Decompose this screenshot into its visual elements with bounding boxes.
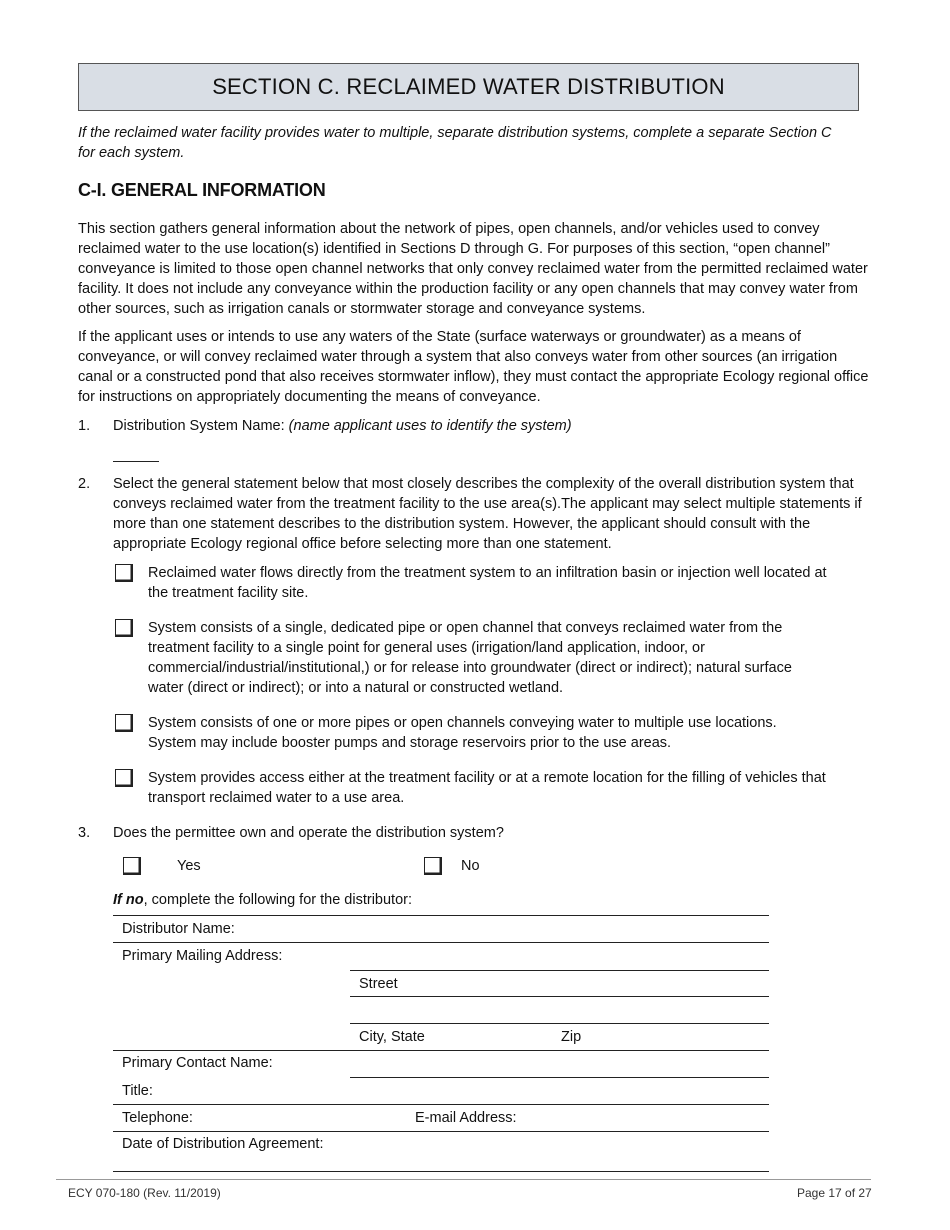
yes-checkbox[interactable] [123,857,141,875]
street-field-rule [350,970,769,971]
if-no-emphasis: If no [113,892,144,908]
paragraph-conveyance: If the applicant uses or intends to use any waters of the State (surface waterways or groundwater) as a means of conveyance, or will convey reclaimed water through a system that also conveys water from other sources (an irrigation canal or a constructed pond that also receives stormwater inflow), they must contact the appropriate Ecology regional office for instructions on appropriately documenting the means of conveyance. [78,329,869,405]
city-state-zip-field[interactable] [350,998,769,1023]
yes-label: Yes [177,858,201,874]
city-field-rule [350,1023,769,1024]
row-rule [113,1131,769,1132]
zip-label: Zip [561,1029,582,1045]
distributor-name-label: Distributor Name: [122,921,235,937]
distributor-name-field[interactable] [350,916,769,942]
street-field[interactable] [350,944,769,970]
no-checkbox[interactable] [424,857,442,875]
table-bottom-rule [113,1171,769,1172]
row-rule [350,996,769,997]
agreement-date-field[interactable] [350,1133,769,1171]
section-title: SECTION C. RECLAIMED WATER DISTRIBUTION [212,74,725,99]
section-intro: If the reclaimed water facility provides water to multiple, separate distribution systems, complete a separate Section C for each system. [78,125,832,161]
primary-contact-label: Primary Contact Name: [122,1055,273,1071]
no-label: No [461,858,480,874]
email-label: E-mail Address: [415,1110,517,1126]
footer-form-id: ECY 070-180 (Rev. 11/2019) [68,1186,221,1200]
footer-divider [56,1179,871,1180]
option-3-checkbox[interactable] [115,714,133,732]
contact-field-rule [350,1077,769,1078]
paragraph-general-info: This section gathers general information about the network of pipes, open channels, and/or vehicles used to convey reclaimed water to the use location(s) identified in Sections D through G. For purposes of this section, “open channel” conveyance is limited to those open channel networks that only convey reclaimed water from the permitted reclaimed water facility. It does not include any conveyance within the production facility or any open channels that may convey water from other sources, such as irrigation canals or stormwater storage and conveyance systems. [78,221,868,317]
q2-question: Select the general statement below that most closely describes the complexity of the overall distribution system that conveys reclaimed water from the treatment facility to the use area(s).The applicant may select multiple statements if more than one statement describes to the distribution system. However, the applicant should consult with the appropriate Ecology regional office before selecting more than one statement. [113,476,862,552]
subsection-title: C-I. GENERAL INFORMATION [78,180,326,200]
q3-question: Does the permittee own and operate the distribution system? [113,825,504,841]
if-no-instruction [113,890,412,910]
option-2-label: System consists of a single, dedicated pipe or open channel that conveys reclaimed water from the treatment facility to a single point for general uses (irrigation/land application, indoor, or commercial/industrial/institutional,) or for release into groundwater (direct or indirect); natural surface water (direct or indirect); or into a natural or constructed wetland. [148,620,792,696]
primary-contact-field[interactable] [350,1051,769,1077]
q1-question [113,416,863,436]
q1-label: Distribution System Name: [113,418,289,434]
row-rule [113,942,769,943]
title-label: Title: [122,1083,153,1099]
telephone-label: Telephone: [122,1110,193,1126]
option-2-checkbox[interactable] [115,619,133,637]
email-field[interactable] [525,1106,769,1131]
option-1-label: Reclaimed water flows directly from the treatment system to an infiltration basin or injection well located at the treatment facility site. [148,565,827,601]
mailing-address-label: Primary Mailing Address: [122,948,283,964]
q1-number: 1. [78,418,91,434]
option-3-label: System consists of one or more pipes or open channels conveying water to multiple use locations. System may include booster pumps and storage reservoirs prior to the use areas. [148,715,777,751]
if-no-rest: , complete the following for the distributor: [143,892,412,908]
city-state-label: City, State [359,1029,425,1045]
q1-hint: (name applicant uses to identify the system) [288,418,572,434]
distribution-system-name-field[interactable] [113,461,159,462]
option-4-label: System provides access either at the treatment facility or at a remote location for the filling of vehicles that transport reclaimed water to a use area. [148,770,826,806]
street-label: Street [359,976,398,992]
telephone-field[interactable] [205,1106,405,1131]
footer-page-number: Page 17 of 27 [797,1186,872,1200]
title-field[interactable] [350,1079,769,1104]
row-rule [113,1104,769,1105]
section-title-banner [78,63,859,111]
q2-number: 2. [78,476,91,492]
option-1-checkbox[interactable] [115,564,133,582]
option-4-checkbox[interactable] [115,769,133,787]
q3-number: 3. [78,825,91,841]
agreement-date-label: Date of Distribution Agreement: [122,1136,324,1152]
